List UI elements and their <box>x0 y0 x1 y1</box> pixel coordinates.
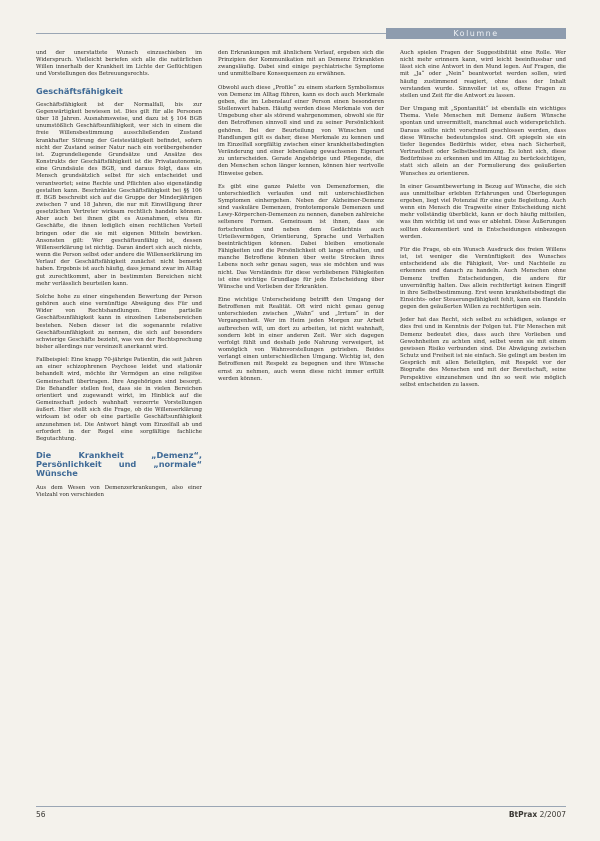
paragraph: Geschäftsfähigkeit ist der Normalfall, bis zur Gegenwärtigkeit bewiesen ist. Dies gilt für alle Personen über 18 Jahren. Ausnahmsweise, und dazu ist § 104 BGB unumstößlich Geschäftsunfähigkeit, wer sich in einem die freie Willensbestimmung ausschließenden Zustand krankhafter Störung der Geistestätigkeit befindet, sofern nicht der Zustand seiner Natur nach ein vorübergehender ist. Zugrundeliegende Grundsätze und Ansätze des Konstrukts der Geschäftsfähigkeit ist die Privatautonomie, eine Grundsäule des BGB, und daraus folgt, dass ein Mensch grundsätzlich selbst für sich entscheidet und verantwortet; seine Rechte und Pflichten also eigenständig gestalten kann. Beschränkte Geschäftsfähigkeit bei §§ 106 ff. BGB beschreibt sich auf die Gruppe der Minderjährigen zwischen 7 und 18 Jahren, die nur mit Einwilligung ihrer gesetzlichen Vertreter wirksam rechtlich handeln können. Aber auch bei ihnen gibt es Ausnahmen, etwa für Geschäfte, die ihnen lediglich einen rechtlichen Vorteil bringen oder die sie mit eigenen Mitteln bewirken. Ansonsten gilt: Wer geschäftsunfähig ist, dessen Willenserklärung ist nichtig. Daran ändert sich auch nichts, wenn die Person selbst oder andere die Willenserklärung im Verlauf der Geschäftsfähigkeit zunächst nicht bemerkt haben. Ergebnis ist auch häufig, dass jemand zwar im Alltag gut zurechtkommt, aber in bestimmten Bereichen nicht mehr verlässlich beurteilen kann. <box>36 101 202 287</box>
paragraph: Solche hohe zu einer eingehenden Bewertung der Person gehören auch eine vernünftige Abwägung des Für und Wider von Rechtshandlungen. Eine partielle Geschäftsunfähigkeit kann in einzelnen Lebensbereichen bestehen. Neben dieser ist die sogenannte relative Geschäftsunfähigkeit zu nennen, die sich auf besonders schwierige Geschäfte bezieht, was von der Rechtsprechung bisher allerdings nur vereinzelt anerkannt wird. <box>36 293 202 350</box>
paragraph: Für die Frage, ob ein Wunsch Ausdruck des freien Willens ist, ist weniger die Vernünftigkeit des Wunsches entscheidend als die Fähigkeit, Vor- und Nachteile zu erkennen und danach zu handeln. Auch Menschen ohne Demenz treffen Entscheidungen, die andere für unvernünftig halten. Das allein rechtfertigt keinen Eingriff in ihre Selbstbestimmung. Erst wenn krankheitsbedingt die Einsichts- oder Steuerungsfähigkeit fehlt, kann ein Handeln gegen den geäußerten Willen zu rechtfertigen sein. <box>400 246 566 311</box>
paragraph: Jeder hat das Recht, sich selbst zu schädigen, solange er dies frei und in Kenntnis der Folgen tut. Für Menschen mit Demenz bedeutet dies, dass auch ihre Vorlieben und Gewohnheiten zu achten sind, selbst wenn sie mit einem gewissen Risiko verbunden sind. Die Abwägung zwischen Schutz und Freiheit ist nie einfach. Sie gelingt am besten im Gespräch mit allen Beteiligten, mit Respekt vor der Biografie des Menschen und mit der Bereitschaft, seine Perspektive einzunehmen und ihn so weit wie möglich selbst entscheiden zu lassen. <box>400 317 566 388</box>
article-body <box>36 50 566 802</box>
section-header-bar <box>36 28 566 39</box>
journal-name: BtPrax <box>508 810 538 819</box>
paragraph: Obwohl auch diese „Profile“ zu einem starken Symbolismus von Demenz im Alltag führen, kann es doch auch Merkmale geben, die im Lebenslauf einer Person einen besonderen Stellenwert haben. Häufig werden diese Merkmale von der Umgebung eher als störend wahrgenommen, obwohl sie für den Betroffenen sinnvoll sind und zu seiner Persönlichkeit gehören. Bei der Beurteilung von Wünschen und Handlungen gilt es daher, diese Merkmale zu kennen und im Einzelfall sorgfältig zwischen einer krankheitsbedingten Veränderung und einer lebenslang gewachsenen Eigenart zu unterscheiden. Gerade Angehörige und Pflegende, die den Menschen schon länger kennen, können hier wertvolle Hinweise geben. <box>218 84 384 177</box>
paragraph: den Erkrankungen mit ähnlichem Verlauf, ergeben sich die Prinzipien der Kommunikation mit an Demenz Erkrankten zwangsläufig. Dabei sind einige psychiatrische Symptome und unmittelbare Konsequenzen zu erwähnen. <box>218 50 384 78</box>
paragraph: und der unerstattete Wunsch einzuschieben im Widerspruch. Vielleicht beriefen sich alle die natürlichen Willen innerhalb der Krankheit im Lichte der Geflüchtigen und Vorstellungen des Betreuungsrechts. <box>36 50 202 78</box>
section-label: Kolumne <box>386 28 566 39</box>
page-footer <box>36 810 566 822</box>
issue-label <box>509 810 566 819</box>
paragraph: In einer Gesamtbewertung in Bezug auf Wünsche, die sich aus unmittelbar erlebten Erfahrungen und Überlegungen ergeben, liegt viel Potenzial für eine gute Begleitung. Auch wenn ein Mensch die Tragweite einer Entscheidung nicht mehr vollständig überblickt, kann er doch häufig mitteilen, was ihm wichtig ist und was er ablehnt. Diese Äußerungen sollten dokumentiert und in Entscheidungen einbezogen werden. <box>400 183 566 240</box>
footer-rule <box>36 806 566 807</box>
text-column-3 <box>400 50 566 802</box>
text-column-2 <box>218 50 384 802</box>
page-number: 56 <box>36 810 46 819</box>
paragraph: Es gibt eine ganze Palette von Demenzformen, die unterschiedlich verlaufen und mit unterschiedlichen Symptomen einhergehen. Neben der Alzheimer-Demenz sind vaskuläre Demenzen, frontotemporale Demenzen und Lewy-Körperchen-Demenzen zu nennen, daneben zahlreiche seltenere Formen. Gemeinsam ist ihnen, dass sie fortschreiten und neben dem Gedächtnis auch Urteilsvermögen, Orientierung, Sprache und Verhalten beeinträchtigen können. Dabei bleiben emotionale Fähigkeiten und die Persönlichkeit oft lange erhalten, und manche Betroffene können über weite Strecken ihres Lebens noch sehr genau sagen, was sie möchten und was nicht. Das Verständnis für diese verbliebenen Fähigkeiten ist eine wichtige Grundlage für jede Entscheidung über Wünsche und Vorlieben der Erkrankten. <box>218 183 384 290</box>
section-heading: Die Krankheit „Demenz“, Persönlichkeit und „normale“ Wünsche <box>36 450 202 479</box>
text-column-1 <box>36 50 202 802</box>
paragraph: Fallbeispiel: Eine knapp 70-jährige Patientin, die seit Jahren an einer schizophrenen Psychose leidet und stationär behandelt wird, möchte ihr Vermögen an eine religiöse Gemeinschaft übertragen. Ihre Angehörigen sind besorgt. Die Behandler stellen fest, dass sie in vielen Bereichen orientiert und zugewandt wirkt, im Hinblick auf die Gemeinschaft jedoch wahnhaft verzerrte Vorstellungen äußert. Hier stellt sich die Frage, ob die Willenserklärung wirksam ist oder ob eine partielle Geschäftsunfähigkeit anzunehmen ist. Die Antwort hängt vom Einzelfall ab und erfordert in der Regel eine sorgfältige fachliche Begutachtung. <box>36 357 202 442</box>
issue-number: 2/2007 <box>539 810 566 819</box>
paragraph: Aus dem Wesen von Demenzerkrankungen, also einer Vielzahl von verschieden <box>36 484 202 498</box>
section-heading: Geschäftsfähigkeit <box>36 85 123 96</box>
paragraph: Der Umgang mit „Spontanität“ ist ebenfalls ein wichtiges Thema. Viele Menschen mit Demenz äußern Wünsche spontan und unvermittelt, manchmal auch widersprüchlich. Daraus sollte nicht vorschnell geschlossen werden, dass diese Wünsche bedeutungslos sind. Oft spiegeln sie ein tiefer liegendes Bedürfnis wider, etwa nach Sicherheit, Vertrautheit oder Selbstbestimmung. Es lohnt sich, diese Bedürfnisse zu erkennen und im Alltag zu berücksichtigen, statt sich allein an der Formulierung des geäußerten Wunsches zu orientieren. <box>400 106 566 177</box>
paragraph: Auch spielen Fragen der Suggestibilität eine Rolle. Wer nicht mehr erinnern kann, wird leicht beeinflussbar und lässt sich eine Antwort in den Mund legen. Auf Fragen, die mit „Ja“ oder „Nein“ beantwortet werden sollen, wird häufig zustimmend reagiert, ohne dass der Inhalt verstanden wurde. Sinnvoller ist es, offene Fragen zu stellen und Zeit für die Antwort zu lassen. <box>400 50 566 99</box>
paragraph: Eine wichtige Unterscheidung betrifft den Umgang der Betroffenen mit Realität. Oft wird nicht genau genug unterschieden zwischen „Wahn“ und „Irrtum“ in der Vergangenheit. Wer im Heim jeden Morgen zur Arbeit aufbrechen will, um dort zu arbeiten, ist nicht wahnhaft, sondern lebt in einer anderen Zeit. Wer sich dagegen verfolgt fühlt und deshalb jede Nahrung verweigert, ist womöglich von Wahnvorstellungen getrieben. Beides verlangt einen unterschiedlichen Umgang. Wichtig ist, den Betroffenen mit Respekt zu begegnen und ihre Wünsche ernst zu nehmen, auch wenn diese nicht immer erfüllt werden können. <box>218 297 384 382</box>
